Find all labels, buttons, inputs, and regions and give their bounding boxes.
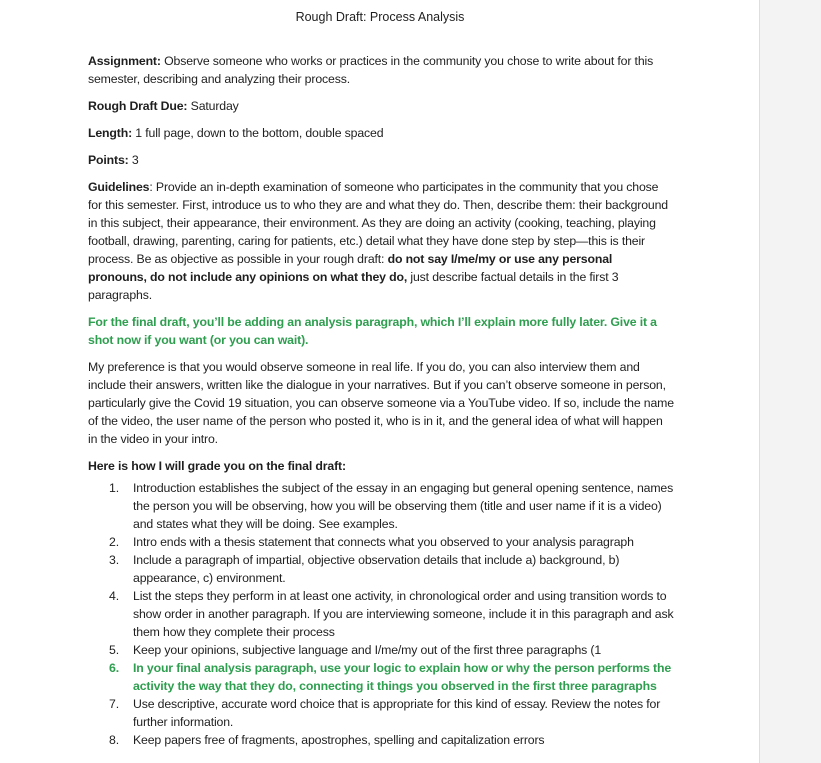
grading-item-text: Keep papers free of fragments, apostrophes, spelling and capitalization errors [133, 733, 545, 747]
grading-item [88, 695, 674, 731]
guidelines-label: Guidelines [88, 180, 150, 194]
points-label: Points: [88, 153, 129, 167]
length-text: 1 full page, down to the bottom, double spaced [132, 126, 384, 140]
due-date-label: Rough Draft Due: [88, 99, 188, 113]
grading-item-text: Keep your opinions, subjective language and I/me/my out of the first three paragraphs (1 [133, 643, 602, 657]
due-date-text: Saturday [187, 99, 239, 113]
grading-heading: Here is how I will grade you on the final draft: [88, 459, 346, 473]
grading-list [88, 479, 674, 749]
grading-item-text: Introduction establishes the subject of the essay in an engaging but general opening sentence, names the person you will be observing, how you will be observing them (title and user name if it is a video) and states what they will be doing. See examples. [133, 481, 674, 531]
grading-item [88, 587, 674, 641]
document-body [88, 52, 674, 749]
grading-item-text: In your final analysis paragraph, use your logic to explain how or why the person performs the activity the way that they do, connecting it things you observed in the first three paragraphs [133, 661, 672, 693]
assignment-paragraph [88, 52, 674, 88]
grading-item-text: Intro ends with a thesis statement that connects what you observed to your analysis paragraph [133, 535, 634, 549]
guidelines-bold-text: do not say I/me/my or use any personal pronouns, do not include any opinions on what they do, [88, 252, 613, 284]
grading-item-number: 4. [109, 589, 119, 603]
grading-item-number: 3. [109, 553, 119, 567]
grading-item-number: 2. [109, 535, 119, 549]
grading-item [88, 479, 674, 533]
grading-item-text: List the steps they perform in at least one activity, in chronological order and using transition words to show order in another paragraph. If you are interviewing someone, include it in this paragraph and ask them how they complete their process [133, 589, 674, 639]
grading-item-text: Use descriptive, accurate word choice that is appropriate for this kind of essay. Review the notes for further information. [133, 697, 661, 729]
grading-item-number: 5. [109, 643, 119, 657]
assignment-label: Assignment: [88, 54, 161, 68]
guidelines-text-start: : Provide an in-depth examination of someone who participates in the community that you chose for this semester. First, introduce us to who they are and what they do. Then, describe them: their background in this subject, their appearance, their environment. As they are doing an activity (cooking, teaching, playing football, drawing, parenting, caring for patients, etc.) detail what they have done step by step—this is their process. Be as objective as possible in your rough draft: [88, 180, 668, 266]
grading-item [88, 641, 674, 659]
length-paragraph [88, 124, 674, 142]
grading-item-highlighted [88, 659, 674, 695]
points-paragraph [88, 151, 674, 169]
preference-paragraph: My preference is that you would observe someone in real life. If you do, you can also interview them and include their answers, written like the dialogue in your narratives. But if you can’t observe someone in person, particularly give the Covid 19 situation, you can observe someone via a YouTube video. If so, include the name of the video, the user name of the person who posted it, who is in it, and the general idea of what will happen in the video in your intro. [88, 360, 674, 446]
guidelines-text-end: just describe factual details in the first 3 paragraphs. [88, 270, 619, 302]
editor-side-panel [760, 0, 821, 763]
points-text: 3 [128, 153, 139, 167]
grading-item [88, 533, 674, 551]
document-title: Rough Draft: Process Analysis [295, 10, 465, 24]
assignment-text: Observe someone who works or practices in the community you chose to write about for this semester, describing and analyzing their process. [88, 54, 654, 86]
grading-item-number: 8. [109, 733, 119, 747]
due-date-paragraph [88, 97, 674, 115]
grading-item [88, 731, 674, 749]
grading-item-number: 1. [109, 481, 119, 495]
grading-item-number: 7. [109, 697, 119, 711]
length-label: Length: [88, 126, 133, 140]
grading-item-number: 6. [109, 661, 119, 675]
grading-item-text: Include a paragraph of impartial, objective observation details that include a) background, b) appearance, c) environment. [133, 553, 620, 585]
final-draft-note: For the final draft, you’ll be adding an analysis paragraph, which I’ll explain more fully later. Give it a shot now if you want (or you can wait). [88, 315, 657, 347]
grading-item [88, 551, 674, 587]
guidelines-paragraph [88, 178, 674, 304]
